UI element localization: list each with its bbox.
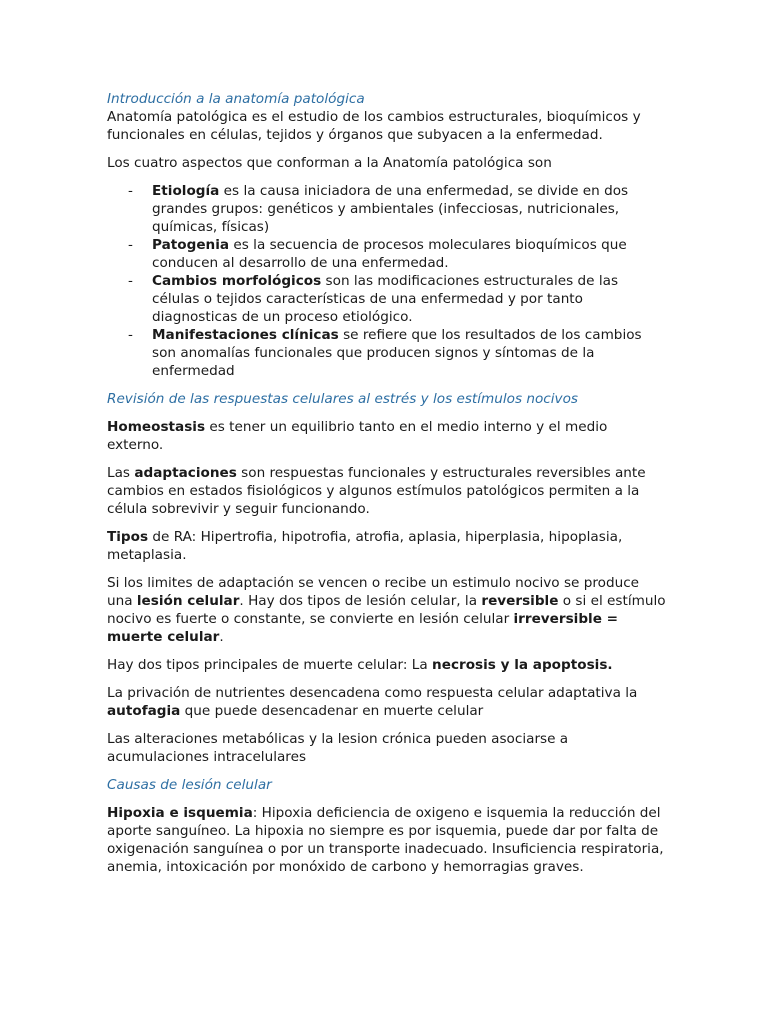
death-pre: Hay dos tipos principales de muerte celular: La (107, 657, 433, 673)
section-heading-causes: Causas de lesión celular (107, 777, 272, 793)
alterations-paragraph: Las alteraciones metabólicas y la lesion crónica pueden asociarse a acumulaciones intracelulares (107, 731, 569, 765)
list-dash: - (128, 237, 133, 253)
list-item-term: Manifestaciones clínicas (152, 327, 339, 343)
hypoxia-term: Hipoxia e isquemia (107, 805, 253, 821)
lesion-term: lesión celular (136, 593, 240, 609)
list-item-text: es la causa iniciadora de una enfermedad, se divide en dos grandes grupos: genéticos y ambientales (infecciosas, nutricionales, químicas, físicas) (152, 183, 629, 235)
deprivation-pre: La privación de nutrientes desencadena como respuesta celular adaptativa la (107, 685, 638, 701)
adaptations-term: adaptaciones (134, 465, 237, 481)
list-item (107, 236, 667, 272)
types-term: Tipos (107, 529, 149, 545)
homeostasis-paragraph (107, 418, 667, 454)
section-heading-intro: Introducción a la anatomía patológica (107, 91, 365, 107)
list-dash: - (128, 273, 133, 289)
lesion-paragraph (107, 574, 667, 646)
adaptations-text: son respuestas funcionales y estructurales reversibles ante cambios en estados fisiológicos y algunos estímulos patológicos permiten a la célula sobrevivir y seguir funcionando. (107, 465, 646, 517)
deprivation-paragraph (107, 684, 667, 720)
homeostasis-term: Homeostasis (107, 419, 206, 435)
lesion-irreversible: irreversible = muerte celular (107, 611, 619, 645)
list-item (107, 182, 667, 236)
lesion-reversible: reversible (481, 593, 559, 609)
aspects-list (107, 182, 667, 380)
list-item-text: se refiere que los resultados de los cambios son anomalías funcionales que producen signos y síntomas de la enfermedad (152, 327, 642, 379)
list-item-text: son las modificaciones estructurales de las células o tejidos características de una enfermedad y por tanto diagnosticas de un proceso etiológico. (152, 273, 619, 325)
autophagy-term: autofagia (107, 703, 181, 719)
aspects-intro-paragraph: Los cuatro aspectos que conforman a la Anatomía patológica son (107, 155, 552, 171)
list-item (107, 326, 667, 380)
lesion-end: . (219, 629, 224, 645)
death-paragraph (107, 656, 667, 674)
lesion-pre: Si los limites de adaptación se vencen o recibe un estimulo nocivo se produce una (107, 575, 640, 609)
list-item-term: Etiología (152, 183, 220, 199)
intro-paragraph: Anatomía patológica es el estudio de los cambios estructurales, bioquímicos y funcionales en células, tejidos y órganos que subyacen a la enfermedad. (107, 109, 641, 143)
list-item-term: Patogenia (152, 237, 230, 253)
homeostasis-text: es tener un equilibrio tanto en el medio interno y el medio externo. (107, 419, 608, 453)
lesion-mid2: o si el estímulo nocivo es fuerte o constante, se convierte en lesión celular (107, 593, 666, 627)
lesion-mid: . Hay dos tipos de lesión celular, la (239, 593, 482, 609)
hypoxia-text: : Hipoxia deficiencia de oxigeno e isquemia la reducción del aporte sanguíneo. La hipoxia no siempre es por isquemia, puede dar por falta de oxigenación sanguínea o por un transporte inadecuado. Insuficiencia respiratoria, anemia, intoxicación por monóxido de carbono y hemorragias graves. (107, 805, 664, 875)
list-item-text: es la secuencia de procesos moleculares bioquímicos que conducen al desarrollo de una enfermedad. (152, 237, 627, 271)
death-term: necrosis y la apoptosis. (432, 657, 613, 673)
adaptations-paragraph (107, 464, 667, 518)
list-dash: - (128, 327, 133, 343)
document-page (107, 90, 667, 886)
list-dash: - (128, 183, 133, 199)
types-paragraph (107, 528, 667, 564)
hypoxia-paragraph (107, 804, 667, 876)
adaptations-pre: Las (107, 465, 135, 481)
types-text: de RA: Hipertrofia, hipotrofia, atrofia, aplasia, hiperplasia, hipoplasia, metaplasia. (107, 529, 623, 563)
deprivation-text: que puede desencadenar en muerte celular (180, 703, 484, 719)
list-item-term: Cambios morfológicos (152, 273, 322, 289)
list-item (107, 272, 667, 326)
section-heading-review: Revisión de las respuestas celulares al estrés y los estímulos nocivos (107, 391, 579, 407)
